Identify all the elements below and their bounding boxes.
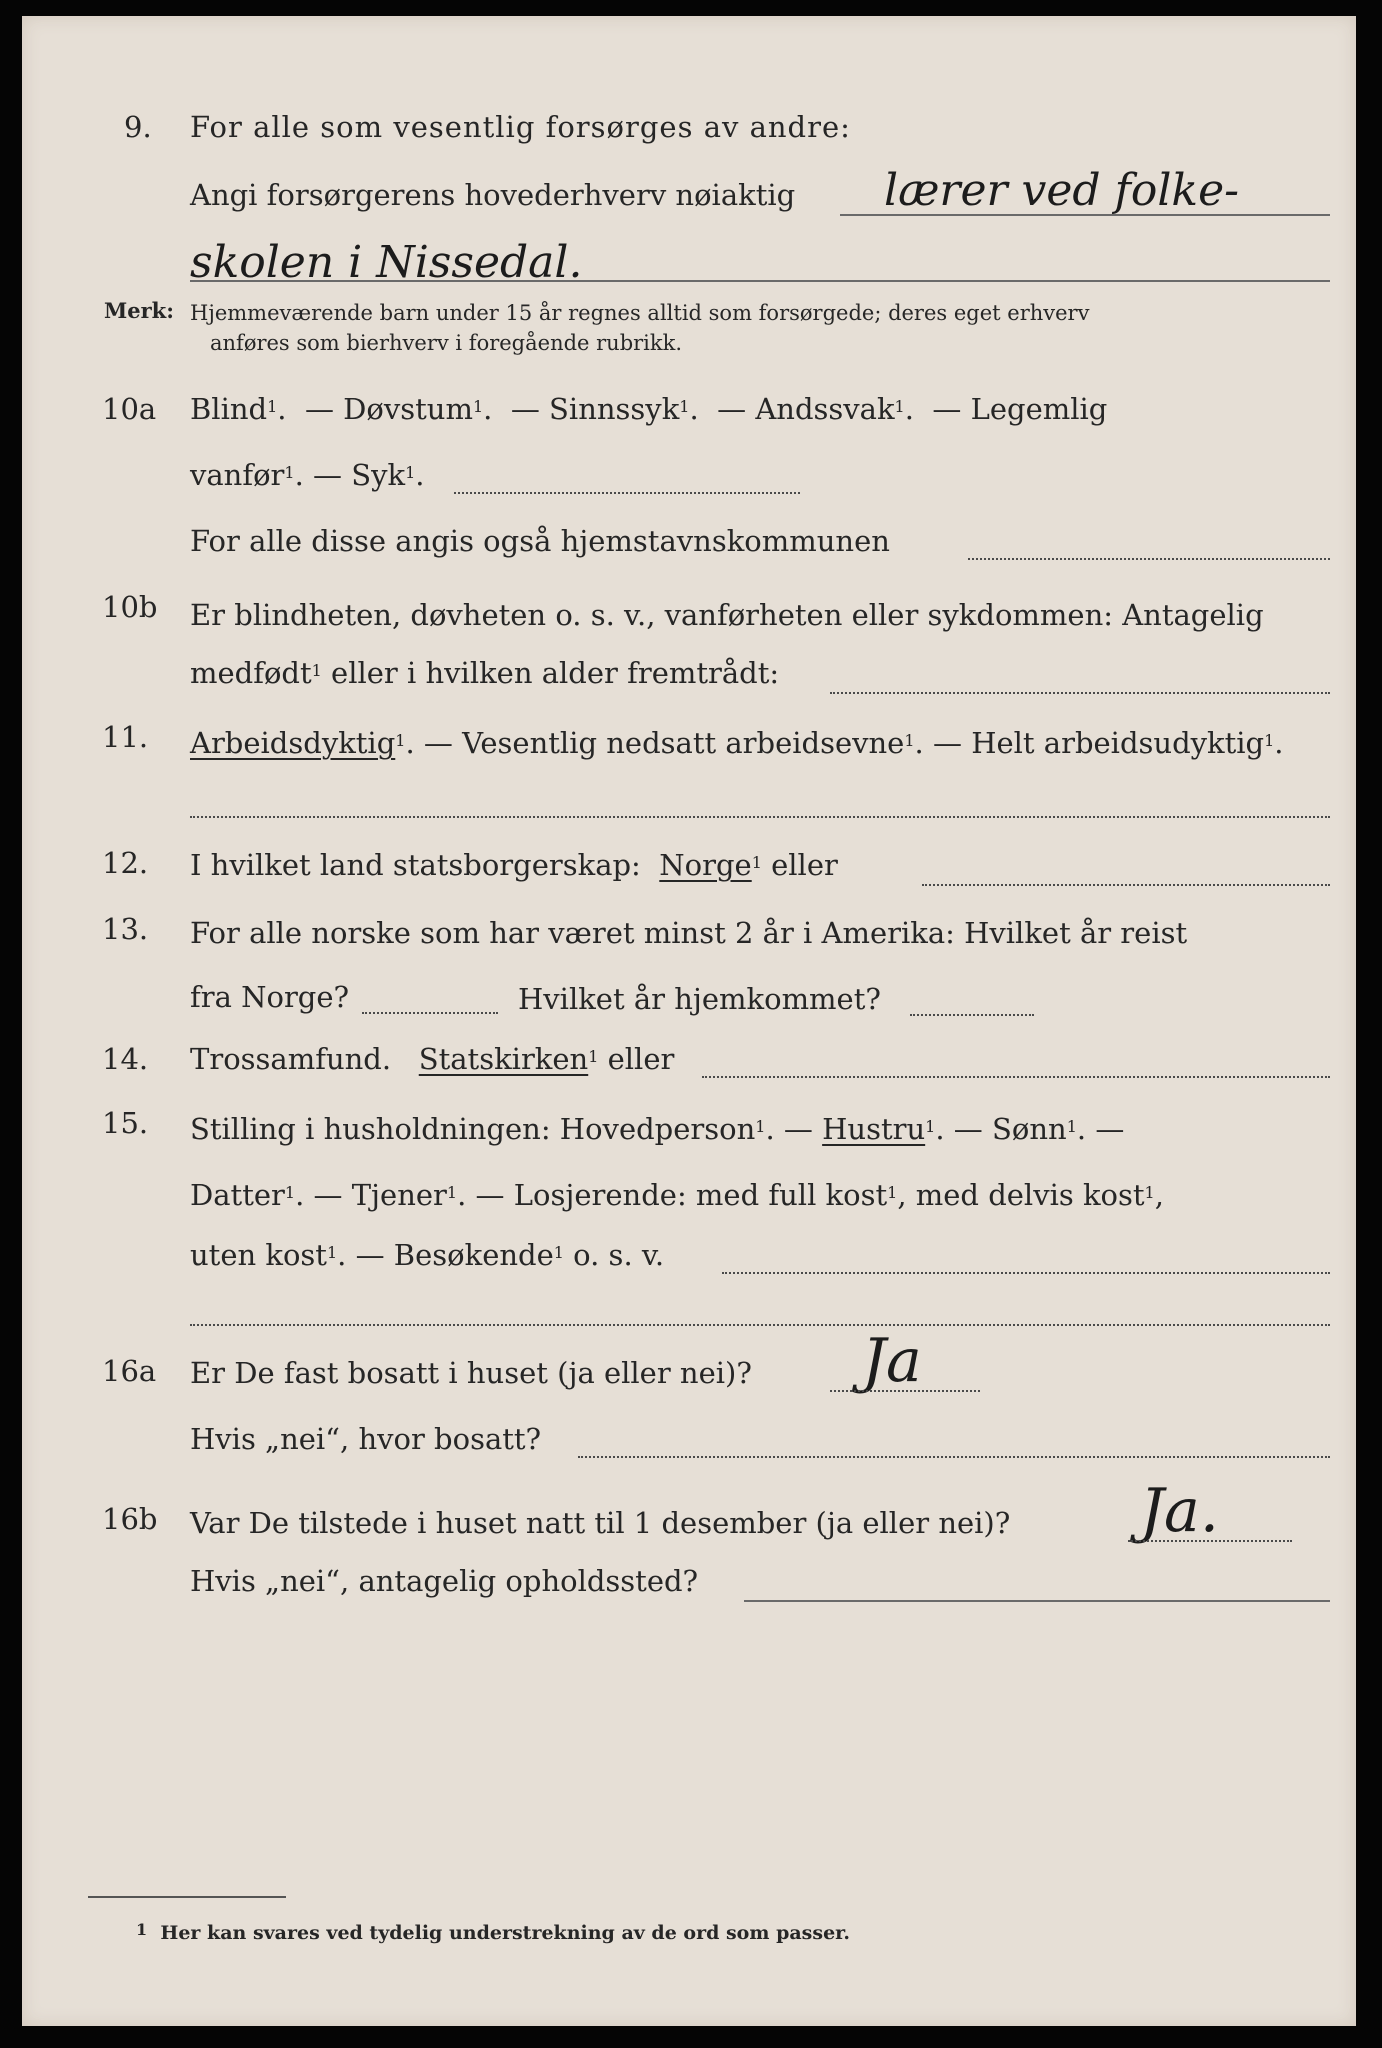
q15-sonn: — Sønn bbox=[953, 1112, 1067, 1146]
q12-tail: eller bbox=[771, 848, 838, 882]
q14-number: 14. bbox=[102, 1042, 149, 1076]
opt-statskirken-underlined: Statskirken bbox=[418, 1042, 589, 1076]
q15-uten-kost: uten kost bbox=[190, 1238, 327, 1272]
q11-number: 11. bbox=[102, 720, 149, 754]
q12-label: I hvilket land statsborgerskap: bbox=[190, 848, 641, 882]
merk-line2: anføres som bierhverv i foregående rubrikk. bbox=[210, 331, 683, 355]
opt-andssvak: — Andssvak bbox=[717, 392, 895, 426]
footnote-text: Her kan svares ved tydelig understrekning av de ord som passer. bbox=[160, 1922, 851, 1944]
q15-line-blank bbox=[722, 1272, 1330, 1274]
q9-line2: Angi forsørgerens hovederhverv nøiaktig bbox=[190, 178, 796, 212]
q10b-alder-line bbox=[830, 692, 1330, 694]
q13-line2a: fra Norge? bbox=[190, 980, 350, 1014]
opt-nedsatt-arbeidsevne: — Vesentlig nedsatt arbeidsevne bbox=[423, 726, 905, 760]
q9-answer-handwritten-2: skolen i Nissedal. bbox=[190, 237, 583, 288]
q14-line-blank bbox=[702, 1076, 1330, 1078]
opt-arbeidsdyktig-underlined: Arbeidsdyktig bbox=[190, 726, 396, 760]
q13-line2b: Hvilket år hjemkommet? bbox=[518, 982, 881, 1016]
q11-line1: Arbeidsdyktig$^1$. — Vesentlig nedsatt arbeidsevne$^1$. — Helt arbeidsudyktig$^1$. bbox=[190, 726, 1284, 760]
q12-number: 12. bbox=[102, 846, 149, 880]
q16a-bosatt-line bbox=[578, 1456, 1330, 1458]
q14-tail: eller bbox=[607, 1042, 675, 1076]
q11-line bbox=[190, 816, 1330, 818]
q10b-line2: medfødt$^1$ eller i hvilken alder fremtrådt: bbox=[190, 656, 780, 690]
census-form-page bbox=[22, 16, 1356, 2026]
q15-dash: — bbox=[783, 1112, 823, 1146]
merk-label: Merk: bbox=[104, 298, 174, 323]
q15-number: 15. bbox=[102, 1106, 149, 1140]
q10a-line3: For alle disse angis også hjemstavnskommunen bbox=[190, 524, 890, 558]
opt-legemlig: — Legemlig bbox=[932, 392, 1108, 426]
q15-line2: Datter$^1$. — Tjener$^1$. — Losjerende: med full kost$^1$, med delvis kost$^1$, bbox=[190, 1178, 1164, 1212]
q10a-kommune-line bbox=[968, 558, 1330, 560]
footnote bbox=[136, 1922, 850, 1944]
q10a-line1: Blind$^1$. — Døvstum$^1$. — Sinnssyk$^1$. — Andssvak$^1$. — Legemlig bbox=[190, 392, 1108, 426]
q16b-line2: Hvis „nei“, antagelig opholdssted? bbox=[190, 1564, 699, 1598]
q14-line: Trossamfund. Statskirken$^1$ eller bbox=[190, 1042, 675, 1076]
q12-line: I hvilket land statsborgerskap: Norge$^1$ eller bbox=[190, 848, 838, 882]
q16a-number: 16a bbox=[102, 1354, 157, 1388]
opt-blind: Blind bbox=[190, 392, 268, 426]
q16b-number: 16b bbox=[102, 1502, 158, 1536]
q15-datter: Datter bbox=[190, 1178, 285, 1212]
footnote-rule bbox=[88, 1896, 286, 1898]
q16b-opholdssted-line bbox=[744, 1600, 1330, 1602]
opt-medfodt: medfødt bbox=[190, 656, 312, 690]
q16a-answer-line bbox=[830, 1390, 980, 1392]
q16b-answer-handwritten: Ja. bbox=[1140, 1476, 1219, 1546]
q10b-number: 10b bbox=[102, 590, 158, 624]
q10b-line1: Er blindheten, døvheten o. s. v., vanførheten eller sykdommen: Antagelig bbox=[190, 598, 1264, 632]
footnote-mark: 1 bbox=[136, 1920, 148, 1939]
q15-line-blank-2 bbox=[190, 1324, 1330, 1326]
q9-answer-handwritten-1: lærer ved folke- bbox=[884, 165, 1239, 216]
opt-arbeidsudyktig: — Helt arbeidsudyktig bbox=[932, 726, 1265, 760]
q12-line-blank bbox=[922, 884, 1330, 886]
q10a-syk-line bbox=[454, 492, 800, 494]
q10b-alder-label: eller i hvilken alder fremtrådt: bbox=[331, 656, 780, 690]
q15-dash2: — bbox=[1095, 1112, 1125, 1146]
q9-number: 9. bbox=[124, 110, 152, 144]
opt-norge-underlined: Norge bbox=[659, 848, 752, 882]
q10a-number: 10a bbox=[102, 392, 157, 426]
q15-comma: , bbox=[1154, 1178, 1164, 1212]
opt-sinnssyk: — Sinnssyk bbox=[510, 392, 680, 426]
q15-delvis: , med delvis kost bbox=[897, 1178, 1145, 1212]
q13-number: 13. bbox=[102, 912, 149, 946]
merk-line1: Hjemmeværende barn under 15 år regnes alltid som forsørgede; deres eget erhverv bbox=[190, 301, 1090, 325]
q13-line1: For alle norske som har været minst 2 år i Amerika: Hvilket år reist bbox=[190, 916, 1188, 950]
q13-hjem-line bbox=[910, 1014, 1034, 1016]
q15-tjener: — Tjener bbox=[313, 1178, 447, 1212]
q15-losjerende: — Losjerende: med full kost bbox=[475, 1178, 888, 1212]
q9-line1: For alle som vesentlig forsørges av andre: bbox=[190, 110, 851, 144]
q15-osv: o. s. v. bbox=[573, 1238, 665, 1272]
q15-line1: Stilling i husholdningen: Hovedperson$^1$. — Hustru$^1$. — Sønn$^1$. — bbox=[190, 1112, 1125, 1146]
q10a-line2: vanfør$^1$. — Syk$^1$. bbox=[190, 458, 425, 492]
q16a-line1: Er De fast bosatt i huset (ja eller nei)? bbox=[190, 1356, 752, 1390]
q14-label: Trossamfund. bbox=[190, 1042, 392, 1076]
opt-vanfor: vanfør bbox=[190, 458, 285, 492]
opt-hustru-underlined: Hustru bbox=[822, 1112, 926, 1146]
q16a-line2: Hvis „nei“, hvor bosatt? bbox=[190, 1422, 542, 1456]
opt-dovstum: — Døvstum bbox=[304, 392, 473, 426]
q16b-line1: Var De tilstede i huset natt til 1 desember (ja eller nei)? bbox=[190, 1506, 1011, 1540]
q15-hovedperson: Stilling i husholdningen: Hovedperson bbox=[190, 1112, 756, 1146]
q15-line3: uten kost$^1$. — Besøkende$^1$ o. s. v. bbox=[190, 1238, 665, 1272]
q16b-answer-line bbox=[1128, 1540, 1292, 1542]
q16a-answer-handwritten: Ja bbox=[862, 1326, 922, 1396]
q9-answer-line-2 bbox=[190, 280, 1330, 282]
q13-reist-line bbox=[362, 1012, 498, 1014]
q15-besokende: — Besøkende bbox=[355, 1238, 554, 1272]
opt-syk: — Syk bbox=[313, 458, 406, 492]
